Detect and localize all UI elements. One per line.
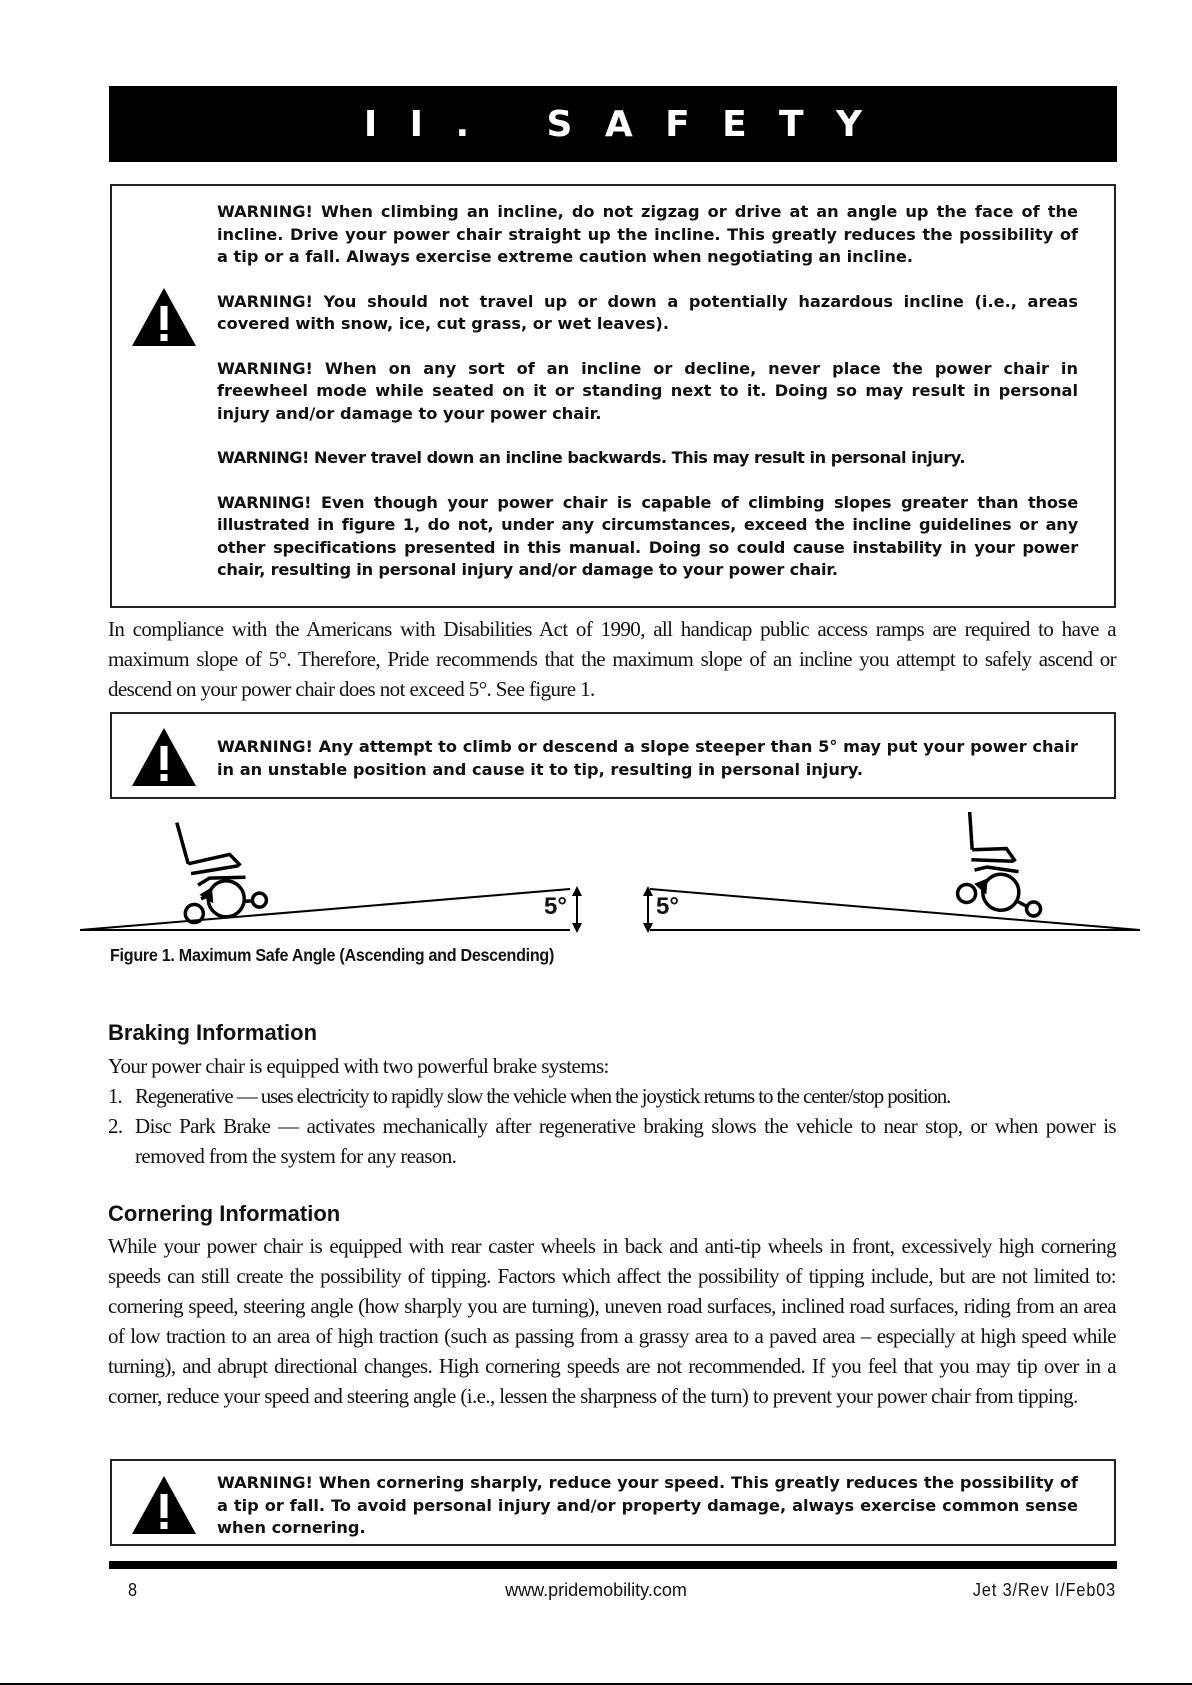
left-angle-label: 5° (544, 893, 567, 920)
footer-rule (109, 1561, 1117, 1569)
warning-triangle-icon (130, 286, 198, 348)
document-id: Jet 3/Rev I/Feb03 (972, 1580, 1116, 1600)
section-title-bar (109, 86, 1117, 162)
warning-cornering-text: WARNING! When cornering sharply, reduce your speed. This greatly reduces the possibility of a tip or fall. To avoid personal injury and/or property damage, always exercise common sense when cornering. (217, 1473, 1078, 1537)
warning-exceed-guidelines: WARNING! Even though your power chair is capable of climbing slopes greater than those illustrated in figure 1, do not, under any circumstances, exceed the incline guidelines or any other specifications presented in this manual. Doing so could cause instability in your power chair, resulting in personal injury and/or damage to your power chair. (217, 492, 1078, 579)
braking-heading: Braking Information (108, 1020, 318, 1045)
list-item (108, 1111, 1116, 1171)
warning-triangle-icon (130, 1474, 198, 1536)
left-ramp-slope (80, 889, 570, 930)
warning-text-group (217, 201, 1078, 582)
warning-backwards: WARNING! Never travel down an incline backwards. This may result in personal injury. (217, 448, 966, 467)
section-title: II. SAFETY (363, 103, 895, 145)
footer-website: www.pridemobility.com (505, 1580, 687, 1600)
list-item-text: Regenerative — uses electricity to rapidly slow the vehicle when the joystick returns to the center/stop position. (135, 1084, 951, 1108)
warning-freewheel: WARNING! When on any sort of an incline or decline, never place the power chair in freewheel mode while seated on it or standing next to it. Doing so may result in personal injury and/or damage to your power chair. (217, 358, 1078, 423)
list-item-text: Disc Park Brake — activates mechanically after regenerative braking slows the vehicle to near stop, or when power is removed from the system for any reason. (135, 1114, 1116, 1168)
figure-caption: Figure 1. Maximum Safe Angle (Ascending and Descending) (110, 945, 555, 965)
ada-paragraph: In compliance with the Americans with Disabilities Act of 1990, all handicap public access ramps are required to have a maximum slope of 5°. Therefore, Pride recommends that the maximum slope of an incline you attempt to safely ascend or descend on your power chair does not exceed 5°. See figure 1. (108, 617, 1116, 701)
left-wheelchair-icon (177, 816, 268, 923)
warning-box-cornering (110, 1459, 1116, 1546)
list-item-number: 1. (108, 1084, 122, 1108)
warning-box-incline (110, 184, 1116, 608)
list-item (108, 1081, 1116, 1111)
cornering-paragraph: While your power chair is equipped with rear caster wheels in back and anti-tip wheels in front, excessively high cornering speeds can still create the possibility of tipping. Factors which affect the possibility of tipping include, but are not limited to: cornering speed, steering angle (how sharply you are turning), uneven road surfaces, inclined road surfaces, riding from an area of low traction to an area of high traction (such as passing from a grassy area to a paved area – especially at high speed while turning), and abrupt directional changes. High cornering speeds are not recommended. If you feel that you may tip over in a corner, reduce your speed and steering angle (i.e., lessen the sharpness of the turn) to prevent your power chair from tipping. (108, 1234, 1116, 1408)
right-ramp-slope (650, 889, 1140, 930)
right-angle-arrow (643, 886, 653, 933)
braking-list (108, 1081, 1116, 1171)
warning-triangle-icon (130, 726, 198, 788)
right-wheelchair-icon (956, 812, 1048, 917)
list-item-number: 2. (108, 1114, 123, 1138)
cornering-heading: Cornering Information (108, 1201, 341, 1226)
page-number: 8 (128, 1580, 138, 1600)
right-angle-label: 5° (656, 893, 679, 920)
warning-box-slope (110, 712, 1116, 799)
left-angle-arrow (572, 886, 582, 933)
figure-max-safe-angle (78, 812, 1144, 937)
warning-hazardous-incline: WARNING! You should not travel up or down a potentially hazardous incline (i.e., areas covered with snow, ice, cut grass, or wet leaves). (217, 291, 1078, 333)
warning-zigzag: WARNING! When climbing an incline, do not zigzag or drive at an angle up the face of the incline. Drive your power chair straight up the incline. This greatly reduces the possibility of a tip or a fall. Always exercise extreme caution when negotiating an incline. (217, 202, 1078, 266)
warning-slope-text: WARNING! Any attempt to climb or descend a slope steeper than 5° may put your power chair in an unstable position and cause it to tip, resulting in personal injury. (217, 737, 1078, 779)
braking-intro: Your power chair is equipped with two powerful brake systems: (108, 1054, 609, 1078)
